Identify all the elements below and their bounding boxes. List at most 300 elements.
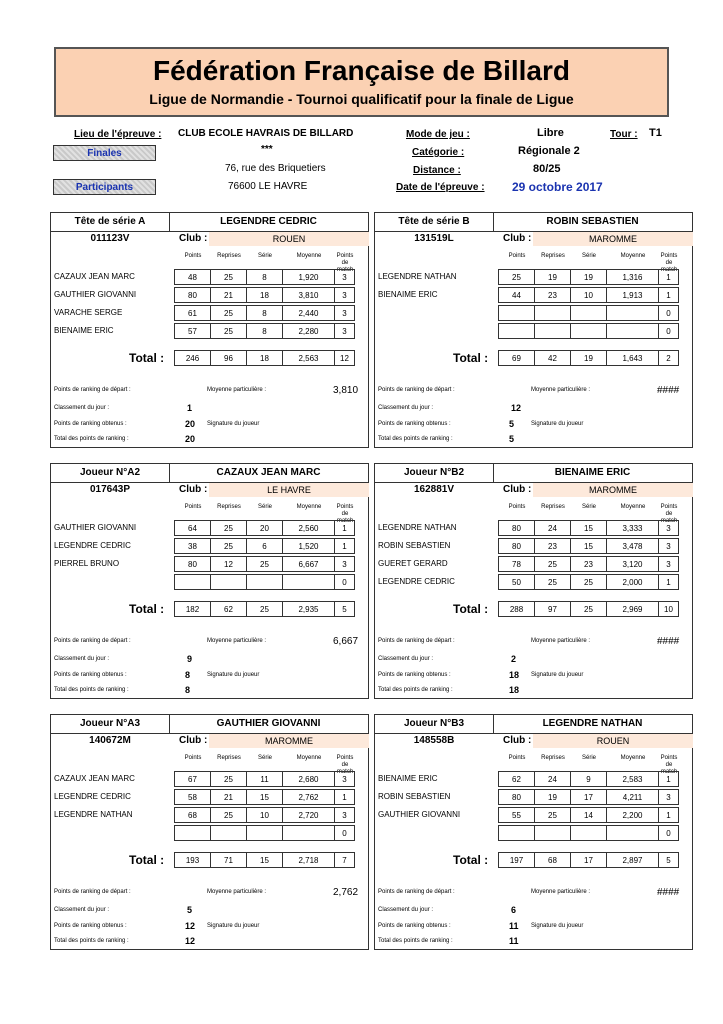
score-cell: 17 xyxy=(570,789,607,805)
column-header: Reprises xyxy=(217,504,241,510)
column-header: Série xyxy=(581,755,596,761)
score-cell: 80 xyxy=(498,538,535,554)
moyenne-particuliere-label: Moyenne particulière : xyxy=(207,387,267,393)
classement-label: Classement du jour : xyxy=(54,656,110,662)
score-cell: 1,520 xyxy=(282,538,335,554)
score-cell: 2,000 xyxy=(606,574,659,590)
score-cell: 25 xyxy=(534,556,571,572)
opponent-name: BIENAIME ERIC xyxy=(378,290,438,299)
score-cell: 4,211 xyxy=(606,789,659,805)
total-cell: 197 xyxy=(498,852,535,868)
panel-seed-title: Tête de série B xyxy=(375,213,494,231)
total-cell: 10 xyxy=(658,601,679,617)
tour-value: T1 xyxy=(649,127,662,139)
opponent-name: LEGENDRE CEDRIC xyxy=(54,792,131,801)
date-label: Date de l'épreuve : xyxy=(396,182,485,193)
finales-button[interactable]: Finales xyxy=(53,145,156,161)
licence-number: 017643P xyxy=(89,484,131,495)
column-header: Points de match xyxy=(336,755,354,775)
opponent-name: LEGENDRE NATHAN xyxy=(378,523,457,532)
club-label: Club : xyxy=(179,233,208,244)
player-panel xyxy=(374,714,693,950)
score-cell: 58 xyxy=(174,789,211,805)
total-ranking-label: Total des points de ranking : xyxy=(54,436,129,442)
opponent-name: LEGENDRE CEDRIC xyxy=(378,577,455,586)
score-cell: 3 xyxy=(334,771,355,787)
score-cell: 2,440 xyxy=(282,305,335,321)
mode-value: Libre xyxy=(537,127,564,139)
ranking-start-label: Points de ranking de départ : xyxy=(54,387,131,393)
score-cell: 3 xyxy=(334,556,355,572)
score-cell: 19 xyxy=(534,269,571,285)
moyenne-particuliere-value: 3,810 xyxy=(333,385,359,396)
column-header: Points xyxy=(508,755,526,761)
tour-label: Tour : xyxy=(610,129,638,140)
score-cell xyxy=(498,825,535,841)
score-cell: 8 xyxy=(246,323,283,339)
total-cell: 182 xyxy=(174,601,211,617)
mode-label: Mode de jeu : xyxy=(406,129,470,140)
score-cell: 21 xyxy=(210,287,247,303)
score-cell xyxy=(534,305,571,321)
opponent-name: ROBIN SEBASTIEN xyxy=(378,792,451,801)
column-header: Reprises xyxy=(217,755,241,761)
total-cell: 2,969 xyxy=(606,601,659,617)
score-cell xyxy=(210,574,247,590)
club-value: LE HAVRE xyxy=(209,483,369,497)
moyenne-particuliere-label: Moyenne particulière : xyxy=(531,638,591,644)
total-cell: 2,897 xyxy=(606,852,659,868)
panel-seed-title: Tête de série A xyxy=(51,213,170,231)
opponent-name: LEGENDRE CEDRIC xyxy=(54,541,131,550)
classement-value: 6 xyxy=(511,905,517,915)
column-header: Reprises xyxy=(217,253,241,259)
moyenne-particuliere-label: Moyenne particulière : xyxy=(531,889,591,895)
score-cell: 2,762 xyxy=(282,789,335,805)
club-value: MAROMME xyxy=(533,483,693,497)
panel-player-name: GAUTHIER GIOVANNI xyxy=(216,718,321,729)
score-cell: 24 xyxy=(534,771,571,787)
opponent-name: LEGENDRE NATHAN xyxy=(378,272,457,281)
score-cell: 25 xyxy=(210,771,247,787)
total-label: Total : xyxy=(129,351,165,365)
score-cell: 48 xyxy=(174,269,211,285)
score-cell: 15 xyxy=(570,520,607,536)
column-header: Points de match xyxy=(660,504,678,524)
total-ranking-value: 20 xyxy=(185,434,196,444)
classement-value: 12 xyxy=(511,403,522,413)
total-cell: 71 xyxy=(210,852,247,868)
score-cell: 3 xyxy=(658,538,679,554)
score-cell xyxy=(498,305,535,321)
score-cell: 8 xyxy=(246,305,283,321)
page-subtitle: Ligue de Normandie - Tournoi qualificatif pour la finale de Ligue xyxy=(149,91,574,107)
opponent-name: CAZAUX JEAN MARC xyxy=(54,272,135,281)
column-header: Série xyxy=(581,504,596,510)
score-cell: 1 xyxy=(658,287,679,303)
total-ranking-value: 18 xyxy=(509,685,520,695)
categorie-label: Catégorie : xyxy=(412,147,465,158)
total-cell: 2,935 xyxy=(282,601,335,617)
panel-player-name: CAZAUX JEAN MARC xyxy=(216,467,321,478)
total-cell: 2,563 xyxy=(282,350,335,366)
score-cell: 19 xyxy=(534,789,571,805)
licence-number: 162881V xyxy=(413,484,455,495)
total-cell: 42 xyxy=(534,350,571,366)
participants-button[interactable]: Participants xyxy=(53,179,156,195)
lieu-label: Lieu de l'épreuve : xyxy=(74,129,162,140)
score-cell: 3,810 xyxy=(282,287,335,303)
score-cell: 0 xyxy=(334,574,355,590)
player-panel xyxy=(374,463,693,699)
column-header: Moyenne xyxy=(620,755,646,761)
total-cell: 12 xyxy=(334,350,355,366)
score-cell xyxy=(210,825,247,841)
score-cell: 23 xyxy=(534,538,571,554)
column-header: Points de match xyxy=(660,253,678,273)
column-header: Moyenne xyxy=(620,253,646,259)
lieu-value: CLUB ECOLE HAVRAIS DE BILLARD xyxy=(178,128,354,139)
score-cell: 23 xyxy=(570,556,607,572)
club-value: MAROMME xyxy=(209,734,369,748)
categorie-value: Régionale 2 xyxy=(518,145,580,157)
player-panel xyxy=(374,212,693,448)
total-ranking-label: Total des points de ranking : xyxy=(54,687,129,693)
total-label: Total : xyxy=(453,351,489,365)
score-cell: 6 xyxy=(246,538,283,554)
score-cell: 2,583 xyxy=(606,771,659,787)
signature-label: Signature du joueur xyxy=(207,421,260,427)
column-header: Reprises xyxy=(541,755,565,761)
score-cell: 3 xyxy=(334,269,355,285)
score-cell xyxy=(246,825,283,841)
total-ranking-label: Total des points de ranking : xyxy=(54,938,129,944)
score-cell: 25 xyxy=(534,807,571,823)
total-cell: 5 xyxy=(334,601,355,617)
ranking-obtained-value: 18 xyxy=(509,670,520,680)
classement-label: Classement du jour : xyxy=(54,405,110,411)
moyenne-particuliere-value: 2,762 xyxy=(333,887,359,898)
score-cell xyxy=(534,825,571,841)
total-cell: 18 xyxy=(246,350,283,366)
score-cell: 1,920 xyxy=(282,269,335,285)
score-cell: 1,913 xyxy=(606,287,659,303)
total-cell: 19 xyxy=(570,350,607,366)
score-cell: 1 xyxy=(658,807,679,823)
ranking-obtained-value: 11 xyxy=(509,921,519,931)
ranking-obtained-value: 20 xyxy=(185,419,196,429)
column-header: Série xyxy=(257,755,272,761)
panel-player-name: BIENAIME ERIC xyxy=(554,467,631,478)
score-cell: 25 xyxy=(570,574,607,590)
distance-value: 80/25 xyxy=(533,163,561,175)
score-cell: 25 xyxy=(210,269,247,285)
player-panel xyxy=(50,212,369,448)
column-header: Moyenne xyxy=(296,253,322,259)
opponent-name: GUERET GERARD xyxy=(378,559,448,568)
score-cell xyxy=(570,825,607,841)
signature-label: Signature du joueur xyxy=(207,923,260,929)
score-cell: 10 xyxy=(570,287,607,303)
opponent-name: GAUTHIER GIOVANNI xyxy=(54,523,137,532)
total-cell: 246 xyxy=(174,350,211,366)
classement-label: Classement du jour : xyxy=(378,405,434,411)
ranking-start-label: Points de ranking de départ : xyxy=(378,889,455,895)
licence-number: 131519L xyxy=(414,233,454,244)
total-cell: 97 xyxy=(534,601,571,617)
score-cell: 80 xyxy=(498,789,535,805)
score-cell: 24 xyxy=(534,520,571,536)
score-cell xyxy=(534,323,571,339)
page-header xyxy=(54,47,669,117)
score-cell: 1 xyxy=(658,771,679,787)
score-cell xyxy=(606,323,659,339)
column-header: Série xyxy=(257,253,272,259)
classement-value: 1 xyxy=(187,403,193,413)
panel-player-name: LEGENDRE CEDRIC xyxy=(220,216,317,227)
opponent-name: ROBIN SEBASTIEN xyxy=(378,541,451,550)
score-cell xyxy=(570,305,607,321)
score-cell xyxy=(174,825,211,841)
signature-label: Signature du joueur xyxy=(531,923,584,929)
score-cell: 80 xyxy=(498,520,535,536)
score-cell: 3 xyxy=(658,556,679,572)
player-panel xyxy=(50,463,369,699)
panel-player-name: LEGENDRE NATHAN xyxy=(542,718,643,729)
score-cell: 3 xyxy=(658,520,679,536)
score-cell: 62 xyxy=(498,771,535,787)
total-ranking-value: 5 xyxy=(509,434,515,444)
score-cell: 11 xyxy=(246,771,283,787)
opponent-name: VARACHE SERGE xyxy=(54,308,123,317)
score-cell: 38 xyxy=(174,538,211,554)
moyenne-particuliere-value: #### xyxy=(657,385,680,396)
score-cell: 3 xyxy=(334,305,355,321)
score-cell: 9 xyxy=(570,771,607,787)
column-header: Points xyxy=(508,504,526,510)
address-line-1: 76, rue des Briquetiers xyxy=(225,163,326,174)
club-label: Club : xyxy=(179,735,208,746)
column-header: Reprises xyxy=(541,504,565,510)
score-cell: 25 xyxy=(210,807,247,823)
score-cell: 80 xyxy=(174,556,211,572)
score-cell: 67 xyxy=(174,771,211,787)
score-cell: 1 xyxy=(334,789,355,805)
total-cell: 62 xyxy=(210,601,247,617)
score-cell: 0 xyxy=(658,825,679,841)
score-cell: 25 xyxy=(534,574,571,590)
distance-label: Distance : xyxy=(413,165,461,176)
opponent-name: GAUTHIER GIOVANNI xyxy=(378,810,461,819)
licence-number: 011123V xyxy=(90,233,130,244)
score-cell: 25 xyxy=(246,556,283,572)
score-cell: 2,680 xyxy=(282,771,335,787)
ranking-obtained-label: Points de ranking obtenus : xyxy=(54,421,127,427)
club-label: Club : xyxy=(503,484,532,495)
ranking-obtained-label: Points de ranking obtenus : xyxy=(378,923,451,929)
score-cell: 55 xyxy=(498,807,535,823)
score-cell: 19 xyxy=(570,269,607,285)
column-header: Points de match xyxy=(660,755,678,775)
score-cell: 1 xyxy=(334,538,355,554)
total-ranking-value: 12 xyxy=(185,936,196,946)
column-header: Moyenne xyxy=(296,755,322,761)
address-line-2: 76600 LE HAVRE xyxy=(228,181,308,192)
score-cell: 3,333 xyxy=(606,520,659,536)
score-cell: 57 xyxy=(174,323,211,339)
opponent-name: BIENAIME ERIC xyxy=(378,774,438,783)
score-cell xyxy=(282,825,335,841)
score-cell: 25 xyxy=(210,520,247,536)
score-cell: 10 xyxy=(246,807,283,823)
score-cell: 3 xyxy=(334,287,355,303)
opponent-name: CAZAUX JEAN MARC xyxy=(54,774,135,783)
score-cell: 14 xyxy=(570,807,607,823)
club-label: Club : xyxy=(179,484,208,495)
total-label: Total : xyxy=(129,853,165,867)
ranking-start-label: Points de ranking de départ : xyxy=(54,889,131,895)
column-header: Reprises xyxy=(541,253,565,259)
licence-number: 148558B xyxy=(413,735,455,746)
total-label: Total : xyxy=(453,602,489,616)
panel-seed-title: Joueur N°A2 xyxy=(51,464,170,482)
panel-player-name: ROBIN SEBASTIEN xyxy=(546,216,639,227)
panel-seed-title: Joueur N°B2 xyxy=(375,464,494,482)
score-cell: 44 xyxy=(498,287,535,303)
score-cell xyxy=(246,574,283,590)
total-ranking-label: Total des points de ranking : xyxy=(378,436,453,442)
score-cell: 25 xyxy=(210,538,247,554)
score-cell: 21 xyxy=(210,789,247,805)
score-cell: 50 xyxy=(498,574,535,590)
column-header: Moyenne xyxy=(620,504,646,510)
column-header: Moyenne xyxy=(296,504,322,510)
ranking-obtained-value: 12 xyxy=(185,921,196,931)
classement-label: Classement du jour : xyxy=(378,656,434,662)
score-cell: 12 xyxy=(210,556,247,572)
club-value: MAROMME xyxy=(533,232,693,246)
score-cell xyxy=(282,574,335,590)
total-cell: 96 xyxy=(210,350,247,366)
stars: *** xyxy=(261,144,273,155)
ranking-obtained-value: 5 xyxy=(509,419,515,429)
club-value: ROUEN xyxy=(209,232,369,246)
score-cell: 0 xyxy=(658,305,679,321)
classement-value: 5 xyxy=(187,905,193,915)
score-cell: 18 xyxy=(246,287,283,303)
score-cell xyxy=(498,323,535,339)
column-header: Points xyxy=(184,504,202,510)
score-cell: 8 xyxy=(246,269,283,285)
score-cell: 25 xyxy=(210,305,247,321)
total-cell: 68 xyxy=(534,852,571,868)
column-header: Points de match xyxy=(336,504,354,524)
player-panel xyxy=(50,714,369,950)
total-cell: 5 xyxy=(658,852,679,868)
score-cell: 68 xyxy=(174,807,211,823)
classement-label: Classement du jour : xyxy=(54,907,110,913)
score-cell: 3 xyxy=(334,323,355,339)
score-cell: 2,720 xyxy=(282,807,335,823)
ranking-start-label: Points de ranking de départ : xyxy=(378,638,455,644)
club-label: Club : xyxy=(503,233,532,244)
score-cell: 1 xyxy=(658,269,679,285)
panel-seed-title: Joueur N°A3 xyxy=(51,715,170,733)
ranking-obtained-label: Points de ranking obtenus : xyxy=(54,923,127,929)
column-header: Série xyxy=(257,504,272,510)
score-cell: 20 xyxy=(246,520,283,536)
score-cell: 15 xyxy=(246,789,283,805)
column-header: Points xyxy=(508,253,526,259)
score-cell: 25 xyxy=(210,323,247,339)
column-header: Points xyxy=(184,755,202,761)
score-cell xyxy=(570,323,607,339)
opponent-name: LEGENDRE NATHAN xyxy=(54,810,133,819)
score-cell xyxy=(606,825,659,841)
total-cell: 25 xyxy=(246,601,283,617)
score-cell: 1 xyxy=(334,520,355,536)
column-header: Série xyxy=(581,253,596,259)
score-cell: 0 xyxy=(334,825,355,841)
score-cell: 25 xyxy=(498,269,535,285)
total-ranking-value: 11 xyxy=(509,936,519,946)
ranking-obtained-label: Points de ranking obtenus : xyxy=(378,421,451,427)
score-cell: 6,667 xyxy=(282,556,335,572)
signature-label: Signature du joueur xyxy=(207,672,260,678)
club-label: Club : xyxy=(503,735,532,746)
moyenne-particuliere-label: Moyenne particulière : xyxy=(207,638,267,644)
score-cell: 2,560 xyxy=(282,520,335,536)
ranking-start-label: Points de ranking de départ : xyxy=(54,638,131,644)
column-header: Points de match xyxy=(336,253,354,273)
total-cell: 7 xyxy=(334,852,355,868)
score-cell: 3 xyxy=(334,807,355,823)
total-cell: 69 xyxy=(498,350,535,366)
score-cell xyxy=(606,305,659,321)
score-cell: 64 xyxy=(174,520,211,536)
classement-label: Classement du jour : xyxy=(378,907,434,913)
score-cell: 2,280 xyxy=(282,323,335,339)
total-cell: 2,718 xyxy=(282,852,335,868)
moyenne-particuliere-value: #### xyxy=(657,636,680,647)
opponent-name: PIERREL BRUNO xyxy=(54,559,120,568)
ranking-obtained-value: 8 xyxy=(185,670,191,680)
opponent-name: GAUTHIER GIOVANNI xyxy=(54,290,137,299)
score-cell: 78 xyxy=(498,556,535,572)
total-cell: 25 xyxy=(570,601,607,617)
page-title: Fédération Française de Billard xyxy=(152,55,571,86)
score-cell: 2,200 xyxy=(606,807,659,823)
classement-value: 2 xyxy=(511,654,517,664)
date-value: 29 octobre 2017 xyxy=(512,180,603,194)
ranking-obtained-label: Points de ranking obtenus : xyxy=(378,672,451,678)
score-cell: 3 xyxy=(658,789,679,805)
panel-seed-title: Joueur N°B3 xyxy=(375,715,494,733)
moyenne-particuliere-value: 6,667 xyxy=(333,636,359,647)
moyenne-particuliere-label: Moyenne particulière : xyxy=(207,889,267,895)
moyenne-particuliere-label: Moyenne particulière : xyxy=(531,387,591,393)
score-cell: 0 xyxy=(658,323,679,339)
total-label: Total : xyxy=(129,602,165,616)
opponent-name: BIENAIME ERIC xyxy=(54,326,114,335)
club-value: ROUEN xyxy=(533,734,693,748)
ranking-start-label: Points de ranking de départ : xyxy=(378,387,455,393)
total-label: Total : xyxy=(453,853,489,867)
score-cell xyxy=(174,574,211,590)
score-cell: 23 xyxy=(534,287,571,303)
licence-number: 140672M xyxy=(89,735,131,746)
total-ranking-label: Total des points de ranking : xyxy=(378,687,453,693)
